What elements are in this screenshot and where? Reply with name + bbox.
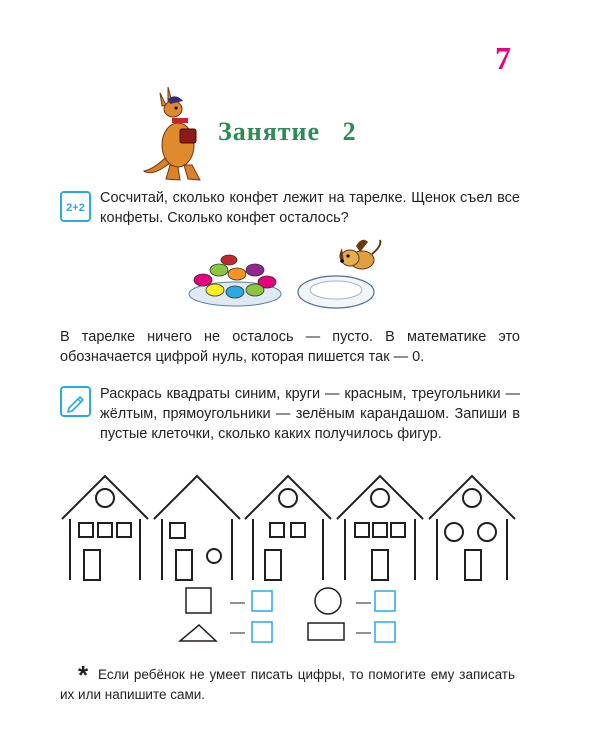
kangaroo-illustration [140,85,210,185]
pencil-icon [62,388,89,415]
footnote-marker: * [78,660,89,690]
house-2 [154,476,240,580]
pencil-task-icon [60,386,91,417]
answer-box-squares[interactable] [252,591,272,611]
candies-plate-illustration [185,248,285,310]
house-1 [62,476,148,580]
legend-circle [315,588,341,614]
legend-dash: — [230,624,245,641]
legend-dash: — [356,624,371,641]
legend-rectangle [308,623,344,640]
house-3 [245,476,331,580]
house-4 [337,476,423,580]
puppy-plate-illustration [296,232,391,312]
lesson-title: Занятие 2 [218,117,357,146]
legend-square [186,588,211,613]
math-task-icon [60,191,91,222]
legend-dash: — [356,594,371,611]
legend-triangle [180,625,216,641]
task1-text: Сосчитай, сколько конфет лежит на тарелке. Щенок съел все конфеты. Сколько конфет осталось? [100,190,520,226]
shape-count-legend [170,585,410,650]
legend-dash: — [230,594,245,611]
page-number: 7 [495,40,511,76]
answer-box-triangles[interactable] [252,622,272,642]
zero-explanation-text: В тарелке ничего не осталось — пусто. В математике это обозначается цифрой нуль, которая пишется так — 0. [60,329,520,365]
footnote-text: Если ребёнок не умеет писать цифры, то помогите ему записать их или напишите сами. [60,667,515,702]
math-task-icon-label: 2+2 [66,202,85,214]
house-5 [429,476,515,580]
task2-text: Раскрась квадраты синим, круги — красным, треугольники — жёлтым, прямоугольники — зелёным карандашом. Запиши в пустые клеточки, сколько каких получилось фигур. [100,386,520,442]
answer-box-rectangles[interactable] [375,622,395,642]
answer-box-circles[interactable] [375,591,395,611]
